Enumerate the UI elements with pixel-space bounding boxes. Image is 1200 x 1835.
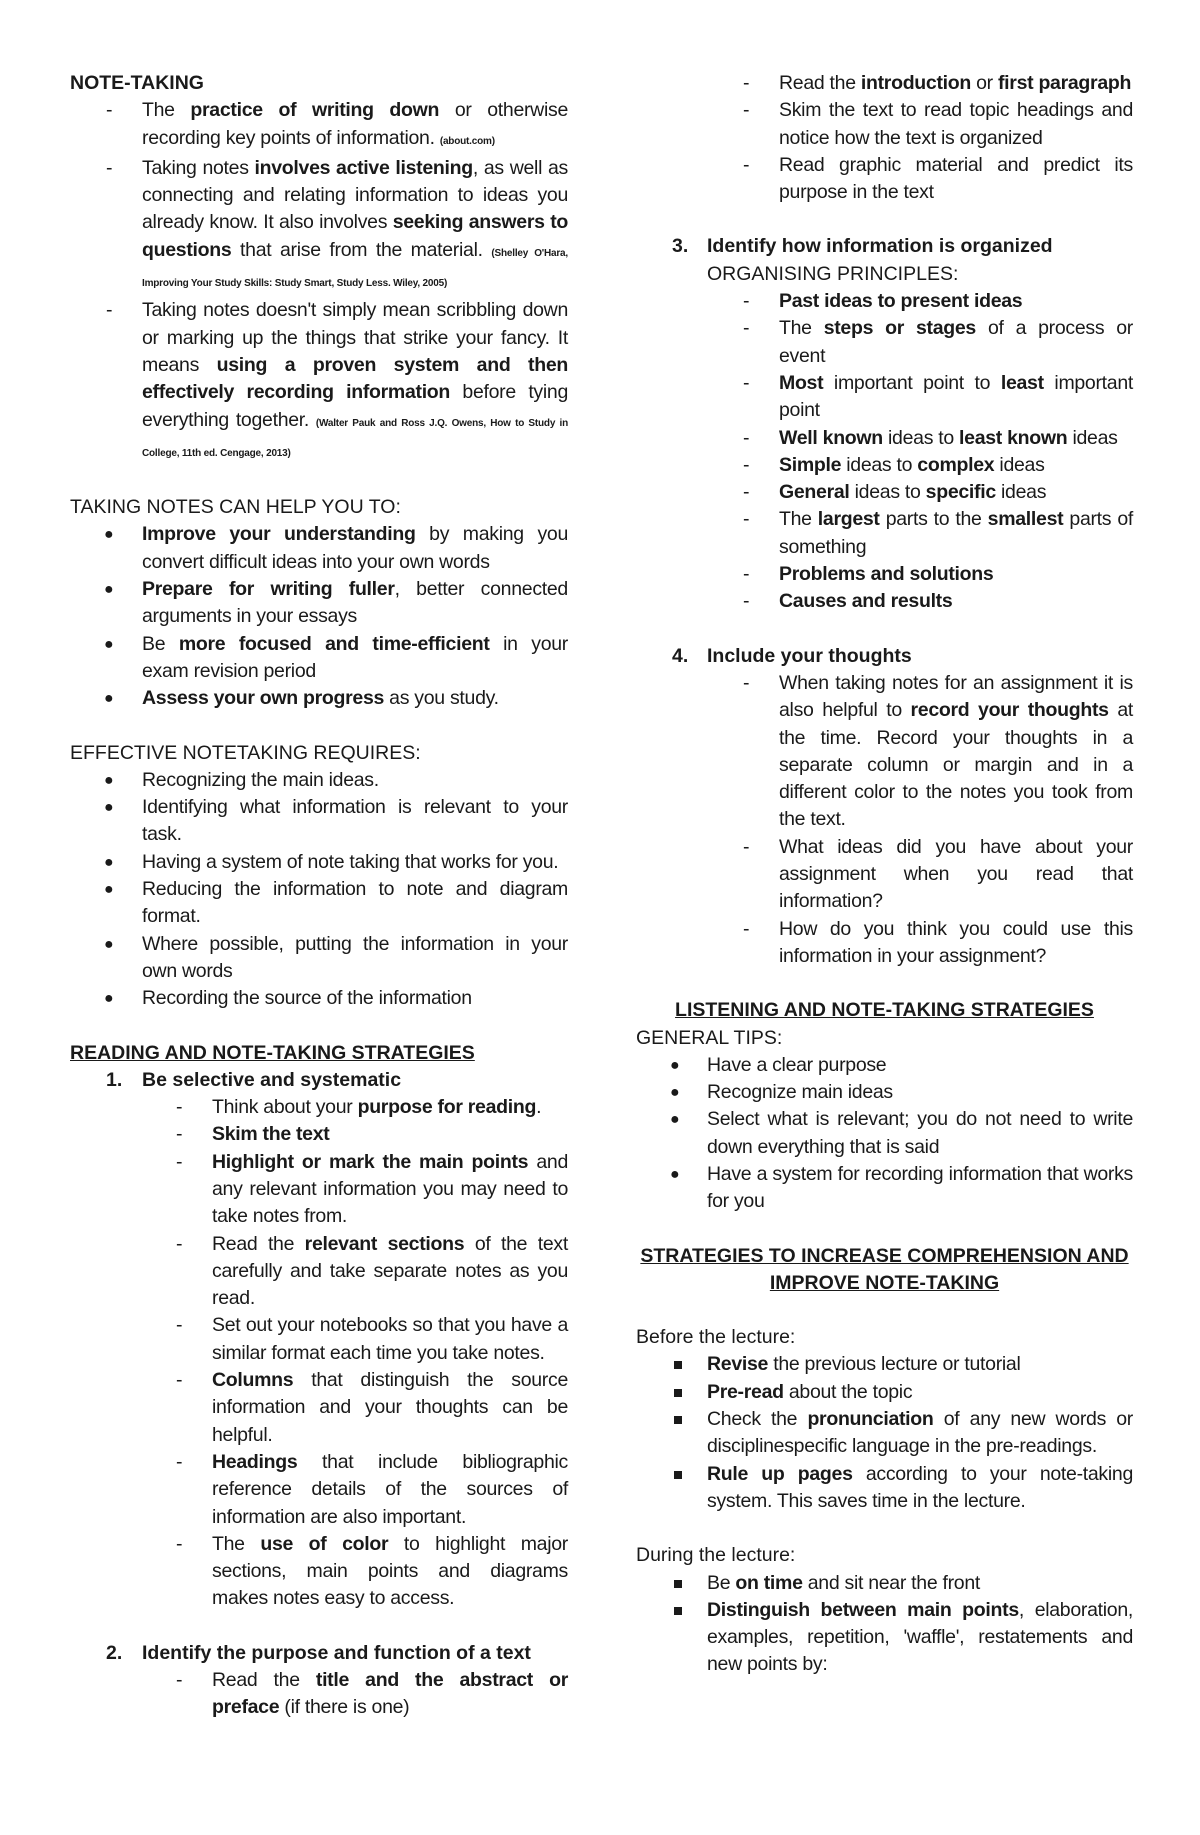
section-title: Identify how information is organized — [707, 235, 1053, 258]
section-4-header — [636, 643, 1133, 670]
list-item: - Read graphic material and predict its purpose in the text — [743, 153, 1133, 204]
note-taking-heading: NOTE-TAKING — [70, 72, 204, 94]
citation: (Shelley O'Hara, Improving Your Study Skills: Study Smart, Study Less. Wiley, 2005) — [142, 247, 568, 290]
list-item: - Skim the text to read topic headings and notice how the text is organized — [743, 99, 1133, 149]
list-item: - The largest parts to the smallest parts of something — [743, 508, 1133, 558]
list-item: Pre-read about the topic — [636, 1379, 1133, 1406]
help-heading: TAKING NOTES CAN HELP YOU TO: — [70, 496, 401, 519]
reading-strategies-heading: READING AND NOTE-TAKING STRATEGIES — [70, 1041, 475, 1064]
list-item: - Taking notes doesn't simply mean scribbling down or marking up the things that strike your fancy. It means using a proven system and then effectively recording information before tying everything together. (Walter Pauk and Ross J.Q. Owens, How to Study in College, 11th ed. Cengage, 2013) — [106, 299, 569, 459]
before-lecture-label: Before the lecture: — [636, 1326, 796, 1349]
during-lecture-label: During the lecture: — [636, 1544, 796, 1567]
list-item: - Columns that distinguish the source information and your thoughts can be helpful. — [176, 1369, 568, 1446]
list-item: - Read the introduction or first paragraph — [743, 72, 1132, 94]
list-item: - The steps or stages of a process or event — [743, 317, 1133, 367]
list-item: Be on time and sit near the front — [636, 1570, 1133, 1597]
help-list — [70, 521, 568, 712]
section-title: Identify the purpose and function of a text — [142, 1641, 531, 1664]
right-column — [636, 70, 1133, 1679]
list-item: Check the pronunciation of any new words or disciplinespecific language in the pre-readings. — [636, 1406, 1133, 1461]
note-taking-list — [70, 97, 568, 467]
list-item: ● Where possible, putting the information in your own words — [104, 932, 568, 982]
list-item: - Headings that include bibliographic reference details of the sources of information are also important. — [176, 1450, 568, 1528]
list-item: - The practice of writing down or otherwise recording key points of information. (about.com) — [106, 99, 568, 149]
before-lecture-list — [636, 1351, 1133, 1515]
list-item: - Read the relevant sections of the text carefully and take separate notes as you read. — [176, 1232, 568, 1310]
list-item: ● Recording the source of the information — [104, 987, 472, 1010]
list-item: - Set out your notebooks so that you have a similar format each time you take notes. — [176, 1314, 568, 1364]
section-3-list — [636, 288, 1133, 616]
list-item: ● Be more focused and time-efficient in your exam revision period — [104, 632, 568, 682]
section-title: Be selective and systematic — [142, 1068, 402, 1091]
citation: (about.com) — [439, 135, 495, 147]
section-title: Include your thoughts — [707, 644, 912, 667]
list-item: - Taking notes involves active listening, as well as connecting and relating information to ideas you already know. It also involves seeking answers to questions that arise from the material. (Shelley O'Hara, Improving Your Study Skills: Study Smart, Study Less. Wiley, 2005) — [106, 156, 568, 290]
list-item: - Highlight or mark the main points and any relevant information you may need to take notes from. — [176, 1150, 568, 1228]
general-tips-label: GENERAL TIPS: — [636, 1026, 783, 1049]
listening-strategies-heading: LISTENING AND NOTE-TAKING STRATEGIES — [675, 999, 1094, 1022]
list-item: - Well known ideas to least known ideas — [743, 426, 1118, 449]
during-lecture-list — [636, 1570, 1133, 1679]
section-2-list — [70, 1667, 568, 1722]
list-item: - Problems and solutions — [743, 563, 994, 586]
list-item: ● Reducing the information to note and diagram format. — [104, 878, 568, 928]
requires-heading: EFFECTIVE NOTETAKING REQUIRES: — [70, 741, 421, 764]
list-item: - Read the title and the abstract or preface (if there is one) — [176, 1669, 568, 1719]
list-item: - Think about your purpose for reading. — [176, 1096, 542, 1119]
list-item: - Most important point to least important point — [743, 371, 1133, 422]
list-item: ● Have a system for recording information that works for you — [670, 1162, 1133, 1213]
list-item: ● Identifying what information is relevant to your task. — [104, 796, 568, 846]
left-column — [70, 70, 568, 1722]
list-item: - How do you think you could use this information in your assignment? — [743, 917, 1133, 967]
list-item: ● Assess your own progress as you study. — [104, 687, 499, 710]
section-1-list — [70, 1094, 568, 1613]
section-2: 2. Identify the purpose and function of a text — [106, 1641, 531, 1664]
reading-strategies-list — [70, 1067, 568, 1094]
comprehension-heading-line-1: STRATEGIES TO INCREASE COMPREHENSION AND — [640, 1244, 1129, 1267]
list-item: ● Recognizing the main ideas. — [104, 768, 379, 791]
section-4-list — [636, 670, 1133, 970]
list-item: - Skim the text — [176, 1123, 330, 1146]
list-item: Revise the previous lecture or tutorial — [636, 1351, 1133, 1378]
section-1: 1. Be selective and systematic — [106, 1068, 402, 1091]
section-3: 3. Identify how information is organized — [672, 235, 1053, 258]
general-tips-list — [636, 1052, 1133, 1216]
list-item: - Past ideas to present ideas — [743, 290, 1023, 313]
list-item: - The use of color to highlight major sections, main points and diagrams makes notes easy to access. — [176, 1532, 568, 1610]
list-item: - Causes and results — [743, 590, 953, 613]
requires-list — [70, 767, 568, 1013]
section-2-header — [70, 1640, 568, 1667]
section-4: 4. Include your thoughts — [672, 644, 912, 667]
comprehension-heading-line-2: IMPROVE NOTE-TAKING — [769, 1271, 1000, 1294]
section-3-header — [636, 233, 1133, 260]
list-item: - Simple ideas to complex ideas — [743, 453, 1045, 476]
list-item: ● Improve your understanding by making you convert difficult ideas into your own words — [104, 523, 568, 573]
list-item: ● Have a clear purpose — [670, 1053, 887, 1076]
list-item: - General ideas to specific ideas — [743, 481, 1047, 504]
list-item: - When taking notes for an assignment it is also helpful to record your thoughts at the time. Record your thoughts in a separate column or margin and in a different color to the notes you took from the text. — [743, 671, 1133, 831]
list-item: - What ideas did you have about your assignment when you read that information? — [743, 835, 1133, 913]
citation: (Walter Pauk and Ross J.Q. Owens, How to Study in College, 11th ed. Cengage, 2013) — [142, 417, 568, 459]
list-item: ● Recognize main ideas — [670, 1081, 893, 1104]
list-item: Distinguish between main points, elaboration, examples, repetition, 'waffle', restatements and new points by: — [636, 1597, 1133, 1679]
organising-principles-label: ORGANISING PRINCIPLES: — [707, 262, 959, 285]
list-item: Rule up pages according to your note-taking system. This saves time in the lecture. — [636, 1461, 1133, 1516]
list-item: ● Select what is relevant; you do not need to write down everything that is said — [670, 1108, 1133, 1158]
section-2-continued-list — [636, 70, 1133, 206]
list-item: ● Prepare for writing fuller, better connected arguments in your essays — [104, 578, 568, 628]
list-item: ● Having a system of note taking that works for you. — [104, 850, 559, 873]
